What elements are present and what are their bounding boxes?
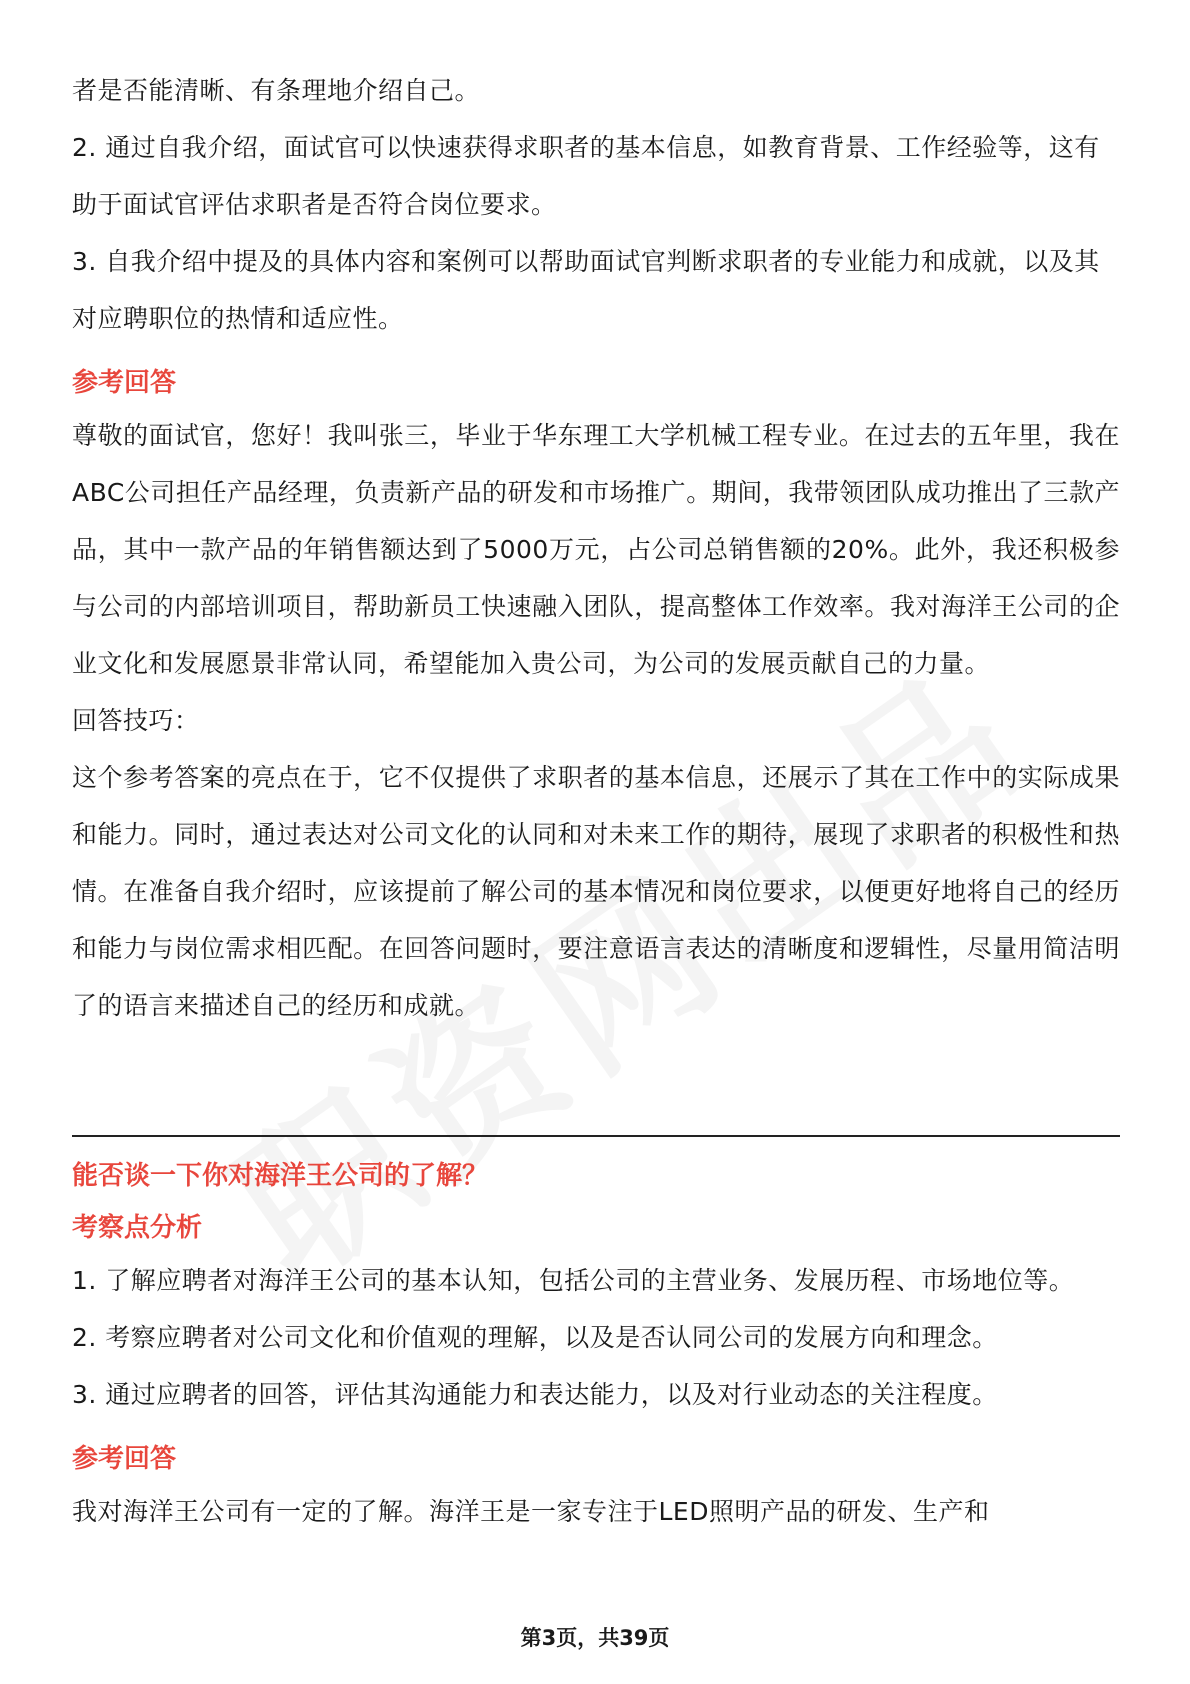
tips-label: 回答技巧： [72,706,200,735]
intro-tail-text: 者是否能清晰、有条理地介绍自己。 [72,76,481,105]
reference-answer-heading: 参考回答 [72,368,177,398]
list-item: 3. 自我介绍中提及的具体内容和案例可以帮助面试官判断求职者的专业能力和成就，以及其对应聘职位的热情和适应性。 [72,247,1100,333]
page-number: 第3页，共39页 [520,1626,670,1650]
document-page [72,62,1120,1034]
tips-text: 这个参考答案的亮点在于，它不仅提供了求职者的基本信息，还展示了其在工作中的实际成果和能力。同时，通过表达对公司文化的认同和对未来工作的期待，展现了求职者的积极性和热情。在准备自我介绍时，应该提前了解公司的基本情况和岗位要求，以便更好地将自己的经历和能力与岗位需求相匹配。在回答问题时，要注意语言表达的清晰度和逻辑性，尽量用简洁明了的语言来描述自己的经历和成就。 [72,763,1120,1020]
question-section [72,1152,1120,1540]
section-divider [72,1135,1120,1137]
reference-answer-text: 尊敬的面试官，您好！我叫张三，毕业于华东理工大学机械工程专业。在过去的五年里，我在ABC公司担任产品经理，负责新产品的研发和市场推广。期间，我带领团队成功推出了三款产品，其中一款产品的年销售额达到了5000万元，占公司总销售额的20%。此外，我还积极参与公司的内部培训项目，帮助新员工快速融入团队，提高整体工作效率。我对海洋王公司的企业文化和发展愿景非常认同，希望能加入贵公司，为公司的发展贡献自己的力量。 [72,421,1120,678]
list-item: 2. 通过自我介绍，面试官可以快速获得求职者的基本信息，如教育背景、工作经验等，这有助于面试官评估求职者是否符合岗位要求。 [72,133,1100,219]
list-item: 3. 通过应聘者的回答，评估其沟通能力和表达能力，以及对行业动态的关注程度。 [72,1380,998,1409]
question-title: 能否谈一下你对海洋王公司的了解？ [72,1161,489,1191]
list-item: 2. 考察应聘者对公司文化和价值观的理解，以及是否认同公司的发展方向和理念。 [72,1323,998,1352]
reference-answer-heading: 参考回答 [72,1444,177,1474]
reference-answer-text: 我对海洋王公司有一定的了解。海洋王是一家专注于LED照明产品的研发、生产和 [72,1497,990,1526]
analysis-heading: 考察点分析 [72,1213,203,1243]
list-item: 1. 了解应聘者对海洋王公司的基本认知，包括公司的主营业务、发展历程、市场地位等。 [72,1266,1075,1295]
